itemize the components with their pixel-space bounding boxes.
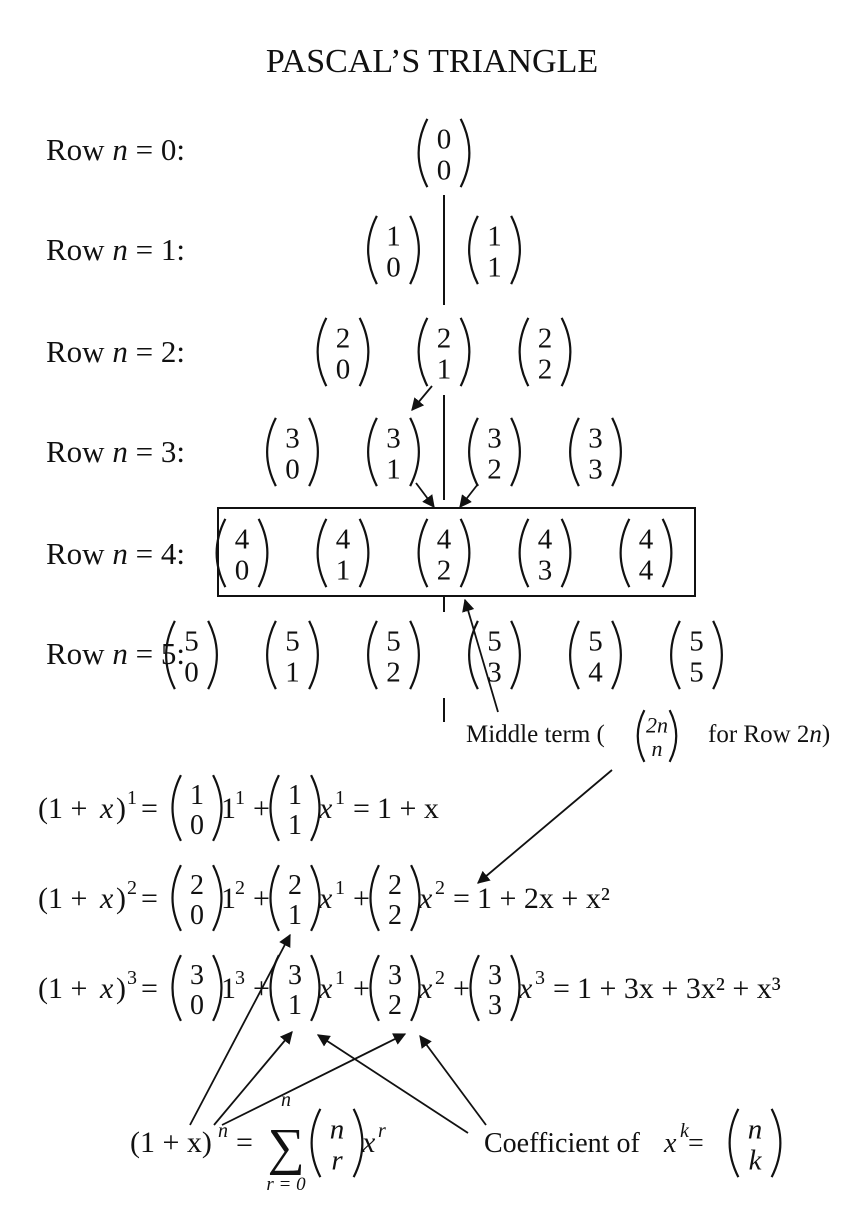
- binomial-top: 5: [689, 625, 704, 658]
- binomial-bottom: r: [331, 1144, 343, 1177]
- binomial-bottom: 1: [436, 353, 452, 386]
- binomial-expansions: [38, 775, 781, 1021]
- right-paren: [410, 621, 419, 689]
- expansion-binomial-3-1: [271, 955, 320, 1021]
- expansion-row-2: [38, 865, 610, 931]
- expansion-binomial-3-0: [173, 955, 222, 1021]
- expansion-binomial-1-1: [271, 775, 320, 841]
- left-paren: [271, 775, 279, 841]
- row-label-2: Row n = 2:: [46, 334, 185, 369]
- equals: =: [453, 882, 470, 915]
- lhs-var: x: [100, 972, 114, 1005]
- left-paren: [621, 519, 630, 587]
- binomial-bottom: 1: [288, 899, 302, 931]
- left-paren: [469, 418, 478, 486]
- left-paren: [368, 621, 377, 689]
- binomial-top: 5: [184, 625, 199, 658]
- binomial-top: 4: [234, 523, 250, 556]
- binomial-top: 2: [436, 322, 452, 355]
- lhs-base: (1 +: [38, 972, 88, 1005]
- binomial-bottom: 0: [436, 154, 452, 187]
- sum-lower-limit: r = 0: [266, 1174, 306, 1195]
- term-exponent: 3: [535, 967, 545, 989]
- one-term: 1: [221, 972, 236, 1005]
- right-paren: [511, 216, 520, 284]
- left-paren: [520, 519, 529, 587]
- expansion-binomial-2-2: [371, 865, 420, 931]
- plus: +: [353, 972, 370, 1005]
- binomial-bottom: 0: [285, 453, 300, 486]
- binomial-4-2: [419, 519, 470, 587]
- coefficient-text: Coefficient of: [484, 1128, 640, 1159]
- expansion-binomial-2-1: [271, 865, 320, 931]
- binomial-bottom: 1: [386, 453, 401, 486]
- right-paren: [612, 621, 621, 689]
- expansion-binomial-3-2: [371, 955, 420, 1021]
- binomial-bottom: 2: [537, 353, 553, 386]
- binomial-top: 2: [335, 322, 351, 355]
- binomial-bottom: 0: [335, 353, 351, 386]
- left-paren: [638, 710, 645, 762]
- binomial-top: 2: [388, 869, 402, 901]
- row-label-5: Row n = 5:: [46, 636, 185, 671]
- left-paren: [173, 775, 181, 841]
- arrow-formula-to-row2: [190, 935, 290, 1125]
- binomial-top: 3: [288, 959, 302, 991]
- binomial-theorem-formula: [130, 1089, 386, 1195]
- binomial-bottom: 1: [285, 656, 300, 689]
- binomial-bottom: 0: [190, 899, 204, 931]
- binomial-top: 3: [388, 959, 402, 991]
- formula-x-exponent: r: [378, 1120, 386, 1142]
- left-paren: [368, 418, 377, 486]
- arrow-2-1-to-3-1: [412, 386, 432, 410]
- term-exponent: 1: [335, 787, 345, 809]
- left-paren: [267, 418, 276, 486]
- arrow-coefficient-to-row3-b: [420, 1036, 486, 1125]
- formula-lhs-exponent: n: [218, 1120, 228, 1142]
- plus: +: [253, 792, 270, 825]
- binomial-4-0: [217, 519, 268, 587]
- lhs-close: ): [116, 792, 126, 825]
- binomial-top: 1: [288, 779, 302, 811]
- x-term: x: [319, 882, 333, 915]
- term-exponent: 3: [235, 967, 245, 989]
- binomial-5-1: [267, 621, 318, 689]
- left-paren: [570, 621, 579, 689]
- page-title: PASCAL’S TRIANGLE: [265, 43, 599, 80]
- equals: =: [353, 792, 370, 825]
- binomial-top: 2: [288, 869, 302, 901]
- right-paren: [511, 418, 520, 486]
- arrow-formula-to-row3-b: [222, 1034, 405, 1125]
- term-exponent: 1: [335, 877, 345, 899]
- right-paren: [562, 318, 571, 386]
- middle-term-suffix: for Row 2n): [708, 721, 831, 748]
- lhs-exponent: 1: [127, 787, 137, 809]
- coefficient-equals: =: [688, 1128, 704, 1159]
- right-paren: [461, 318, 470, 386]
- binomial-top: 2: [190, 869, 204, 901]
- binomial-4-3: [520, 519, 571, 587]
- term-exponent: 2: [435, 877, 445, 899]
- binomial-top: 2: [537, 322, 553, 355]
- triangle-arrows: [412, 386, 498, 712]
- left-paren: [173, 955, 181, 1021]
- left-paren: [371, 865, 379, 931]
- formula-binomial: [312, 1109, 363, 1177]
- lhs-exponent: 2: [127, 877, 137, 899]
- right-paren: [309, 418, 318, 486]
- binomial-5-3: [469, 621, 520, 689]
- left-paren: [419, 119, 428, 187]
- right-paren: [360, 519, 369, 587]
- x-term: x: [319, 972, 333, 1005]
- binomial-2-2: [520, 318, 571, 386]
- plus: +: [253, 882, 270, 915]
- expansion-row-1: [38, 775, 439, 841]
- binomial-top: 5: [386, 625, 401, 658]
- equals: =: [141, 792, 158, 825]
- binomial-bottom: 1: [487, 251, 502, 284]
- binomial-bottom: 4: [638, 554, 654, 587]
- lhs-var: x: [100, 882, 114, 915]
- plus: +: [253, 972, 270, 1005]
- left-paren: [471, 955, 479, 1021]
- term-exponent: 2: [435, 967, 445, 989]
- arrow-3-2-to-4-2: [460, 484, 478, 507]
- formula-x: x: [362, 1126, 376, 1159]
- lhs-exponent: 3: [127, 967, 137, 989]
- arrow-formula-to-row3-a: [214, 1032, 292, 1125]
- right-paren: [461, 119, 470, 187]
- row-label-4: Row n = 4:: [46, 536, 185, 571]
- binomial-bottom: 1: [288, 989, 302, 1021]
- lhs-var: x: [100, 792, 114, 825]
- expansion-row-3: [38, 955, 781, 1021]
- binomial-top: 1: [386, 220, 401, 253]
- binomial-bottom: 2: [487, 453, 502, 486]
- right-paren: [670, 710, 677, 762]
- binomial-bottom: 0: [386, 251, 401, 284]
- lhs-close: ): [116, 882, 126, 915]
- x-term: x: [419, 972, 433, 1005]
- expansion-binomial-2-0: [173, 865, 222, 931]
- left-paren: [730, 1109, 739, 1177]
- binomial-3-2: [469, 418, 520, 486]
- binomial-top: 3: [285, 422, 300, 455]
- equals: =: [141, 972, 158, 1005]
- binomial-bottom: 0: [184, 656, 199, 689]
- coefficient-var: x: [664, 1128, 677, 1159]
- row-labels: [46, 132, 185, 671]
- binomial-5-5: [671, 621, 722, 689]
- binomial-top: n: [329, 1113, 345, 1146]
- formula-equals: =: [236, 1126, 253, 1159]
- left-paren: [368, 216, 377, 284]
- binomial-top: 0: [436, 123, 452, 156]
- expansion-binomial-1-0: [173, 775, 222, 841]
- right-paren: [208, 621, 217, 689]
- left-paren: [271, 865, 279, 931]
- row-4-highlight-box: [218, 508, 695, 596]
- binomial-top: 2n: [646, 712, 668, 738]
- binomial-bottom: 0: [234, 554, 250, 587]
- binomial-5-4: [570, 621, 621, 689]
- row-label-0: Row n = 0:: [46, 132, 185, 167]
- equals: =: [553, 972, 570, 1005]
- binomial-top: 3: [190, 959, 204, 991]
- binomial-top: 3: [588, 422, 603, 455]
- binomial-top: 1: [190, 779, 204, 811]
- bottom-arrows: [190, 935, 486, 1133]
- binomial-bottom: 1: [288, 809, 302, 841]
- binomial-0-0: [419, 119, 470, 187]
- sum-upper-limit: n: [281, 1089, 291, 1111]
- binomial-bottom: 4: [588, 656, 603, 689]
- formula-lhs: (1 + x): [130, 1126, 212, 1159]
- right-paren: [461, 519, 470, 587]
- binomial-3-1: [368, 418, 419, 486]
- binomial-top: n: [747, 1113, 763, 1146]
- binomial-top: 4: [638, 523, 654, 556]
- left-paren: [419, 318, 428, 386]
- right-paren: [612, 418, 621, 486]
- expansion-binomial-3-3: [471, 955, 520, 1021]
- term-exponent: 1: [335, 967, 345, 989]
- binomial-bottom: 5: [689, 656, 704, 689]
- binomial-bottom: 2: [388, 899, 402, 931]
- binomial-top: 3: [386, 422, 401, 455]
- binomial-bottom: 0: [190, 809, 204, 841]
- x-term: x: [519, 972, 533, 1005]
- binomial-3-3: [570, 418, 621, 486]
- binomial-bottom: 3: [537, 554, 553, 587]
- left-paren: [419, 519, 428, 587]
- binomial-4-4: [621, 519, 672, 587]
- lhs-base: (1 +: [38, 792, 88, 825]
- binomial-bottom: 0: [190, 989, 204, 1021]
- left-paren: [469, 216, 478, 284]
- binomial-top: 3: [487, 422, 502, 455]
- plus: +: [453, 972, 470, 1005]
- right-paren: [309, 621, 318, 689]
- right-paren: [663, 519, 672, 587]
- binomial-5-2: [368, 621, 419, 689]
- right-paren: [410, 418, 419, 486]
- right-paren: [772, 1109, 781, 1177]
- binomial-top: 1: [487, 220, 502, 253]
- right-paren: [713, 621, 722, 689]
- lhs-base: (1 +: [38, 882, 88, 915]
- expansion-result: 1 + 3x + 3x² + x³: [577, 972, 781, 1005]
- binomial-bottom: 2: [388, 989, 402, 1021]
- binomial-1-1: [469, 216, 520, 284]
- arrow-note-to-expansion-middle: [478, 770, 612, 883]
- equals: =: [141, 882, 158, 915]
- binomial-top: 5: [285, 625, 300, 658]
- coefficient-exponent: k: [680, 1120, 689, 1142]
- coefficient-binomial: [730, 1109, 781, 1177]
- binomial-2-1: [419, 318, 470, 386]
- one-term: 1: [221, 882, 236, 915]
- right-paren: [410, 216, 419, 284]
- lhs-close: ): [116, 972, 126, 1005]
- coefficient-note: [484, 1109, 780, 1177]
- middle-term-binomial: [638, 710, 676, 762]
- binomial-bottom: k: [748, 1144, 762, 1177]
- row-label-1: Row n = 1:: [46, 232, 185, 267]
- binomial-2-0: [318, 318, 369, 386]
- expansion-result: 1 + 2x + x²: [477, 882, 610, 915]
- left-paren: [671, 621, 680, 689]
- right-paren: [360, 318, 369, 386]
- expansion-result: 1 + x: [377, 792, 439, 825]
- right-paren: [511, 621, 520, 689]
- binomial-top: 4: [436, 523, 452, 556]
- left-paren: [173, 865, 181, 931]
- binomial-bottom: 1: [335, 554, 351, 587]
- middle-term-note: [466, 710, 830, 762]
- x-term: x: [419, 882, 433, 915]
- x-term: x: [319, 792, 333, 825]
- row-label-3: Row n = 3:: [46, 434, 185, 469]
- binomial-bottom: 2: [386, 656, 401, 689]
- term-exponent: 1: [235, 787, 245, 809]
- right-paren: [562, 519, 571, 587]
- middle-term-prefix: Middle term (: [466, 721, 605, 748]
- binomial-top: 5: [588, 625, 603, 658]
- left-paren: [312, 1109, 321, 1177]
- left-paren: [520, 318, 529, 386]
- binomial-bottom: 3: [588, 453, 603, 486]
- binomial-top: 5: [487, 625, 502, 658]
- one-term: 1: [221, 792, 236, 825]
- binomial-top: 3: [488, 959, 502, 991]
- binomial-bottom: 3: [488, 989, 502, 1021]
- binomial-3-0: [267, 418, 318, 486]
- left-paren: [570, 418, 579, 486]
- binomial-top: 4: [537, 523, 553, 556]
- right-paren: [259, 519, 268, 587]
- plus: +: [353, 882, 370, 915]
- left-paren: [318, 519, 327, 587]
- sum-symbol: ∑: [267, 1119, 305, 1176]
- binomial-top: 4: [335, 523, 351, 556]
- left-paren: [318, 318, 327, 386]
- left-paren: [371, 955, 379, 1021]
- binomial-bottom: 3: [487, 656, 502, 689]
- left-paren: [267, 621, 276, 689]
- binomial-bottom: n: [651, 736, 663, 762]
- binomial-4-1: [318, 519, 369, 587]
- binomial-bottom: 2: [436, 554, 452, 587]
- term-exponent: 2: [235, 877, 245, 899]
- binomial-1-0: [368, 216, 419, 284]
- arrow-3-1-to-4-2: [416, 483, 434, 507]
